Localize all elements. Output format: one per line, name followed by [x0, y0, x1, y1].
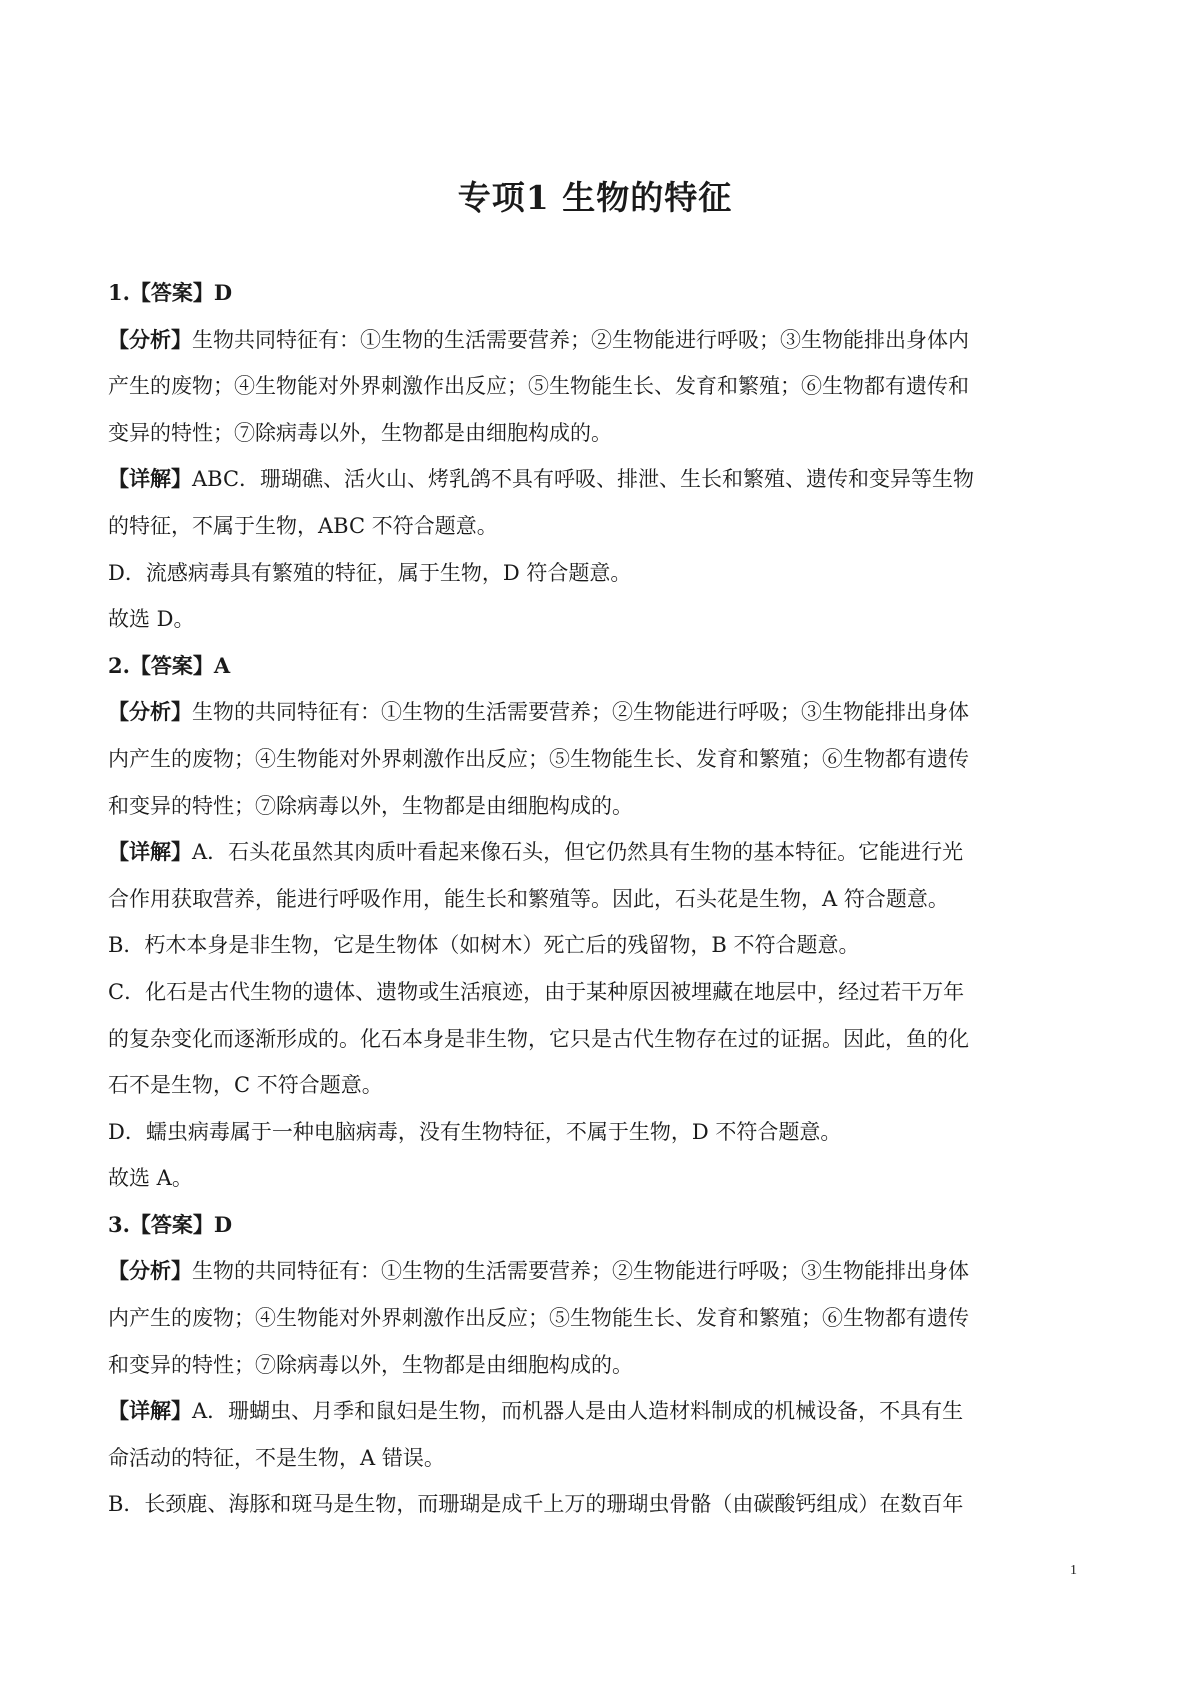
analysis-line [108, 689, 1083, 736]
analysis-line [108, 1248, 1083, 1295]
analysis-text: 生物共同特征有：①生物的生活需要营养；②生物能进行呼吸；③生物能排出身体内 [192, 327, 969, 352]
detail-line: 故选 D。 [108, 607, 195, 632]
answer-line: 2.【答案】A [108, 652, 231, 678]
detail-tag: 【详解】 [108, 839, 192, 865]
question-1 [108, 270, 1083, 643]
detail-line: 故选 A。 [108, 1166, 193, 1191]
analysis-tag: 【分析】 [108, 326, 192, 352]
analysis-line: 变异的特性；⑦除病毒以外，生物都是由细胞构成的。 [108, 420, 612, 445]
analysis-tag: 【分析】 [108, 1258, 192, 1284]
detail-tag: 【详解】 [108, 466, 192, 492]
question-3 [108, 1202, 1083, 1528]
question-2 [108, 643, 1083, 1202]
detail-line: B．朽木本身是非生物，它是生物体（如树木）死亡后的残留物，B 不符合题意。 [108, 933, 860, 958]
detail-text: A．珊蝴虫、月季和鼠妇是生物，而机器人是由人造材料制成的机械设备，不具有生 [192, 1399, 964, 1424]
detail-line: C．化石是古代生物的遗体、遗物或生活痕迹，由于某种原因被埋藏在地层中，经过若干万年 [108, 979, 965, 1004]
detail-line: D．蠕虫病毒属于一种电脑病毒，没有生物特征，不属于生物，D 不符合题意。 [108, 1119, 842, 1144]
detail-line [108, 1388, 1083, 1435]
detail-line: 的复杂变化而逐渐形成的。化石本身是非生物，它只是古代生物存在过的证据。因此，鱼的化 [108, 1026, 969, 1051]
detail-line [108, 456, 1083, 503]
answer-line: 3.【答案】D [108, 1211, 233, 1237]
document-body [108, 270, 1083, 1528]
page-title: 专项1 生物的特征 [457, 178, 733, 217]
detail-line: 的特征，不属于生物，ABC 不符合题意。 [108, 513, 498, 538]
detail-line: 石不是生物，C 不符合题意。 [108, 1073, 383, 1098]
detail-line: 命活动的特征，不是生物，A 错误。 [108, 1445, 445, 1470]
detail-text: ABC．珊瑚礁、活火山、烤乳鸽不具有呼吸、排泄、生长和繁殖、遗传和变异等生物 [192, 467, 975, 492]
analysis-text: 生物的共同特征有：①生物的生活需要营养；②生物能进行呼吸；③生物能排出身体 [192, 1259, 969, 1284]
analysis-line: 和变异的特性；⑦除病毒以外，生物都是由细胞构成的。 [108, 793, 633, 818]
detail-text: A．石头花虽然其肉质叶看起来像石头，但它仍然具有生物的基本特征。它能进行光 [192, 840, 964, 865]
detail-line: 合作用获取营养，能进行呼吸作用，能生长和繁殖等。因此，石头花是生物，A 符合题意。 [108, 886, 949, 911]
detail-tag: 【详解】 [108, 1398, 192, 1424]
analysis-line: 内产生的废物；④生物能对外界刺激作出反应；⑤生物能生长、发育和繁殖；⑥生物都有遗传 [108, 1306, 969, 1331]
detail-line: D．流感病毒具有繁殖的特征，属于生物，D 符合题意。 [108, 560, 632, 585]
analysis-text: 生物的共同特征有：①生物的生活需要营养；②生物能进行呼吸；③生物能排出身体 [192, 700, 969, 725]
analysis-line: 产生的废物；④生物能对外界刺激作出反应；⑤生物能生长、发育和繁殖；⑥生物都有遗传和 [108, 374, 969, 399]
analysis-tag: 【分析】 [108, 699, 192, 725]
detail-line [108, 829, 1083, 876]
analysis-line: 和变异的特性；⑦除病毒以外，生物都是由细胞构成的。 [108, 1352, 633, 1377]
answer-line: 1.【答案】D [108, 280, 233, 305]
page-number: 1 [1070, 1563, 1077, 1578]
analysis-line [108, 317, 1083, 364]
detail-line: B．长颈鹿、海豚和斑马是生物，而珊瑚是成千上万的珊瑚虫骨骼（由碳酸钙组成）在数百年 [108, 1492, 964, 1517]
analysis-line: 内产生的废物；④生物能对外界刺激作出反应；⑤生物能生长、发育和繁殖；⑥生物都有遗传 [108, 746, 969, 771]
